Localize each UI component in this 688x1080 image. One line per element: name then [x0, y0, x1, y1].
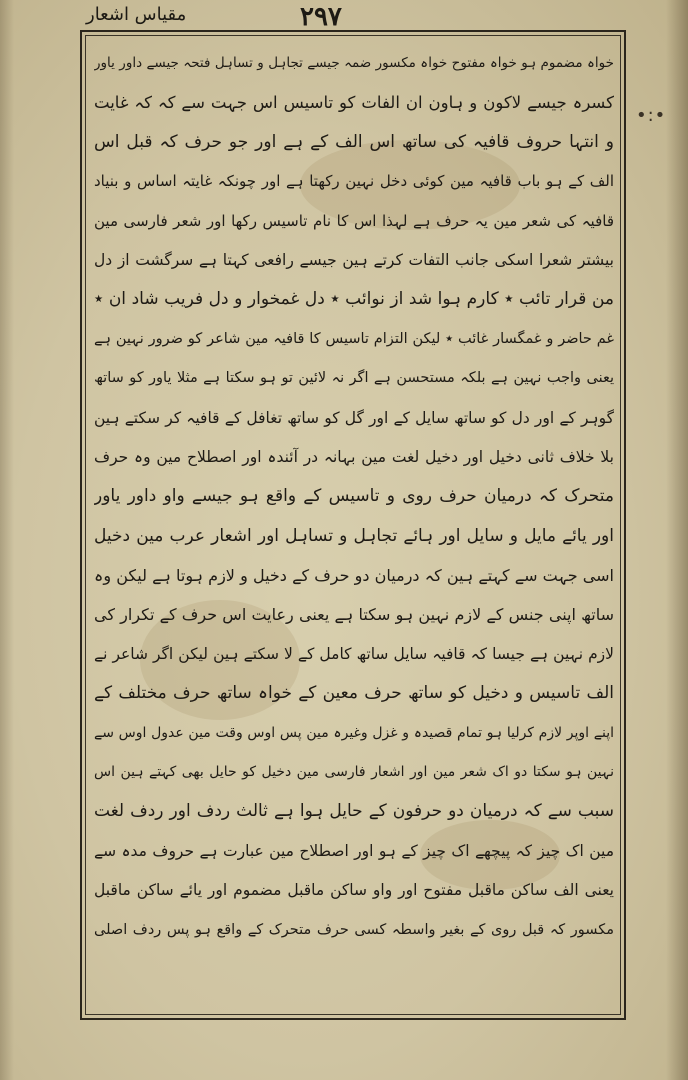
running-head: مقیاس اشعار	[86, 4, 187, 25]
text-line: متحرک کہ درمیان حرف روی و تاسیس کے واقع ہو جیسے واو داور یاور	[94, 486, 614, 507]
text-line: الف تاسیس و دخیل کو ساتھ حرف معین کے خواہ ساتھ حرف مختلف کے	[94, 683, 614, 704]
text-line: اور یائے مایل و سایل اور ہائے تجاہل و تساہل اور اشعار عرب مین دخیل	[94, 525, 614, 546]
margin-marks: •:•	[636, 105, 667, 126]
text-line: سبب سے کہ درمیان دو حرفون کے حایل ہوا ہے ثالث ردف اور ردف لغت	[94, 801, 614, 822]
page-edge-shadow	[0, 0, 14, 1080]
text-line: ساتھ اپنی جنس کے لازم نہین ہو سکتا ہے یعنی رعایت اس حرف کے تکرار کی	[94, 605, 614, 625]
text-line: اسی جہت سے کہتے ہین کہ درمیان دو حرف کے دخیل و لازم ہوتا ہے لیکن وہ	[94, 566, 614, 586]
text-line: مین اک چیز کہ پیچھے اک چیز کے ہو اور اصطلاح مین عبارت ہے حروف مدہ سے	[94, 841, 614, 860]
text-line: بیشتر شعرا اسکی جانب التفات کرتے ہین جیسے رافعی کہتا ہے سرگشت از دل	[94, 250, 614, 269]
text-line: یعنی واجب نہین ہے بلکہ مستحسن ہے اگر نہ لائین تو ہو سکتا ہے مثلا یاور کو ساتھ	[94, 370, 614, 387]
text-line: نہین ہو سکتا دو اک شعر مین اور اشعار فارسی مین دخیل کو حایل بھی کہتے ہین اس	[94, 764, 614, 781]
text-line: یعنی الف ساکن ماقبل مفتوح اور واو ساکن ماقبل مضموم اور یائے ساکن ماقبل	[94, 881, 614, 900]
text-line: من قرار تائب ٭ کارم ہوا شد از نوائب ٭ دل غمخوار و دل فریب شاد ان ٭	[94, 289, 614, 310]
text-line: غم حاضر و غمگسار غائب ٭ لیکن التزام تاسیس کا قافیہ مین شاعر کو ضرور نہین ہے	[94, 330, 614, 347]
text-line: خواہ مضموم ہو خواہ مفتوح خواہ مکسور ضمہ جیسے تجاہل و تساہل فتحہ جیسے داور یاور	[94, 55, 614, 71]
text-line: قافیہ کی شعر مین یہ حرف ہے لہذا اس کا نام تاسیس رکھا اور شعر فارسی مین	[94, 211, 614, 230]
text-line: و انتہا حروف قافیہ کی ساتھ اس الف کے ہے اور جو حرف کہ قبل اس	[94, 131, 614, 152]
text-line: بلا خلاف ثانی دخیل اور دخیل لغت مین بہانہ در آئندہ اور اصطلاح مین وہ حرف	[94, 447, 614, 466]
text-line: لازم نہین ہے جیسا کہ قافیہ سایل ساتھ کامل کے لا سکتے ہین لیکن اگر شاعر نے	[94, 644, 614, 663]
text-line: اپنے اوپر لازم کرلیا ہو تمام قصیدہ و غزل وغیرہ مین پس اوس وقت مین عدول اوس سے	[94, 724, 614, 741]
text-line: الف کے ہو باب قافیہ مین کوئی دخل نہین رکھتا ہے اور چونکہ غایتہ اساس و بنیاد	[94, 172, 614, 191]
page-number: ۲۹۷	[300, 2, 342, 32]
text-line: مکسور کہ قبل روی کے بغیر واسطہ کسی حرف متحرک کے واقع ہو پس ردف اصلی	[94, 921, 614, 938]
spine-shadow	[666, 0, 688, 1080]
body-text	[94, 44, 614, 1004]
text-line: گوہر کے اور دل کو ساتھ سایل کے اور گل کو ساتھ تغافل کے قافیہ کر سکتے ہین	[94, 408, 614, 427]
text-line: کسرہ جیسے لاکون و ہاون ان الفات کو تاسیس اس جہت سے کہ کہ غایت	[94, 93, 614, 113]
